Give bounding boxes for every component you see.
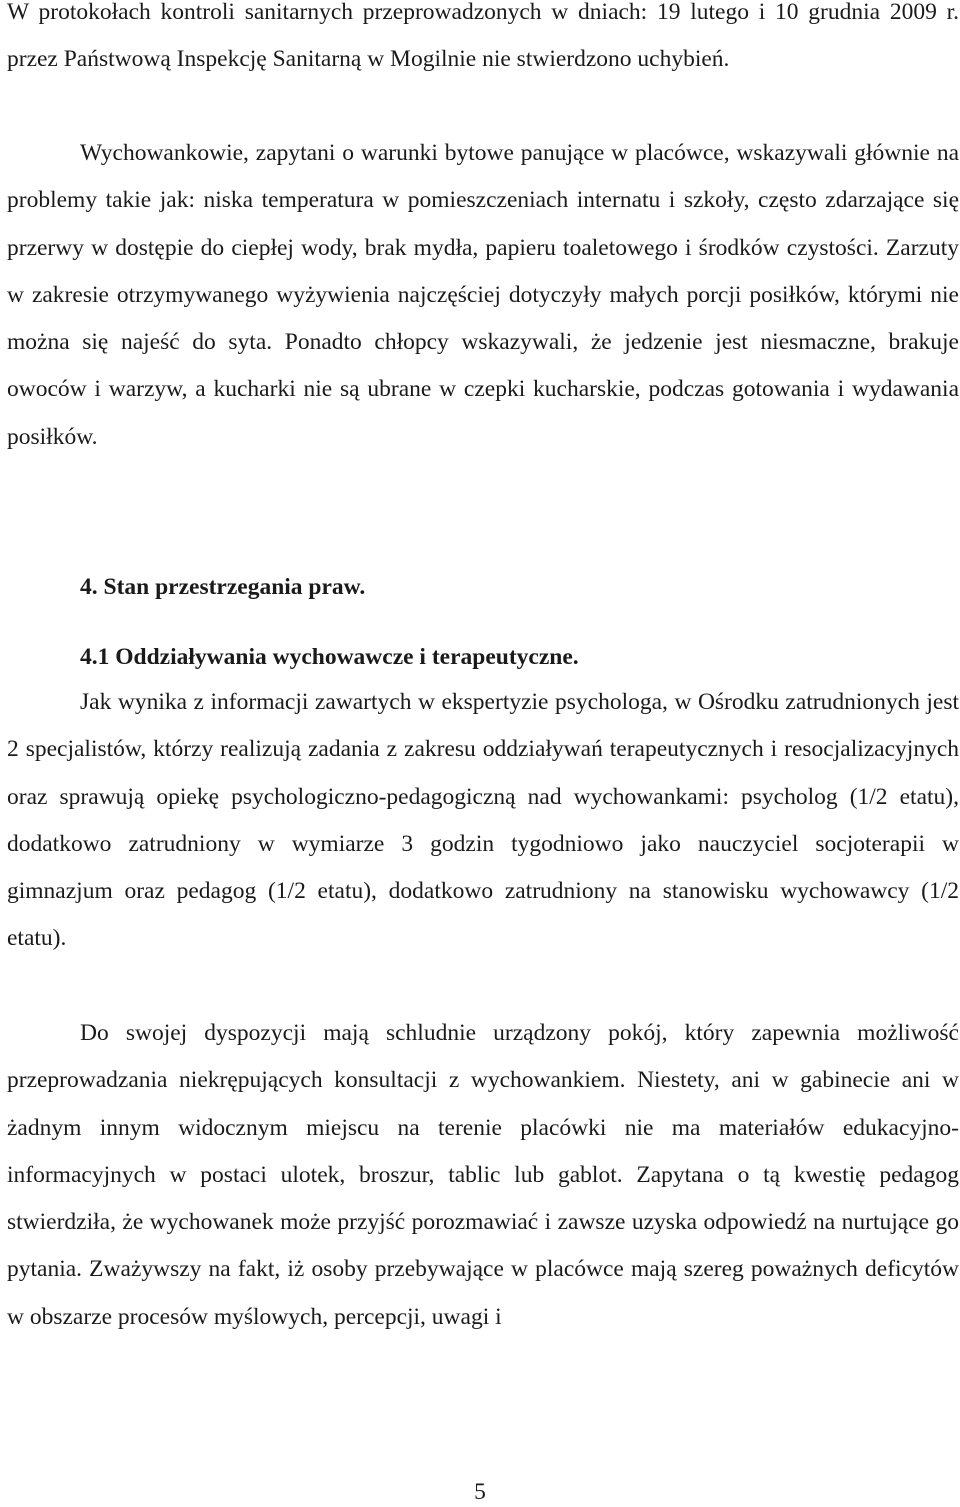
section-heading-4: 4. Stan przestrzegania praw. [80,574,366,600]
paragraph-consultation-room: Do swojej dyspozycji mają schludnie urządzony pokój, który zapewnia możliwość przeprowadzania niekrępujących konsultacji z wychowankiem. Niestety, ani w gabinecie ani w żadnym innym widocznym miejscu na terenie placówki nie ma materiałów edukacyjno-informacyjnych w postaci ulotek, broszur, tablic lub gablot. Zapytana o tą kwestię pedagog stwierdziła, że wychowanek może przyjść porozmawiać i zawsze uzyska odpowiedź na nurtujące go pytania. Zważywszy na fakt, iż osoby przebywające w placówce mają szereg poważnych deficytów w obszarze procesów myślowych, percepcji, uwagi i [7,1020,959,1330]
subsection-heading-4-1: 4.1 Oddziaływania wychowawcze i terapeutyczne. [80,644,579,670]
paragraph-sanitary-inspection: W protokołach kontroli sanitarnych przeprowadzonych w dniach: 19 lutego i 10 grudnia 2009 r. przez Państwową Inspekcję Sanitarną w Mogilnie nie stwierdzono uchybień. [7,0,959,73]
paragraph-living-conditions: Wychowankowie, zapytani o warunki bytowe panujące w placówce, wskazywali głównie na problemy takie jak: niska temperatura w pomieszczeniach internatu i szkoły, często zdarzające się przerwy w dostępie do ciepłej wody, brak mydła, papieru toaletowego i środków czystości. Zarzuty w zakresie otrzymywanego wyżywienia najczęściej dotyczyły małych porcji posiłków, którymi nie można się najeść do syta. Ponadto chłopcy wskazywali, że jedzenie jest niesmaczne, brakuje owoców i warzyw, a kucharki nie są ubrane w czepki kucharskie, podczas gotowania i wydawania posiłków. [7,140,959,450]
paragraph-specialists: Jak wynika z informacji zawartych w ekspertyzie psychologa, w Ośrodku zatrudnionych jest 2 specjalistów, którzy realizują zadania z zakresu oddziaływań terapeutycznych i resocjalizacyjnych oraz sprawują opiekę psychologiczno-pedagogiczną nad wychowankami: psycholog (1/2 etatu), dodatkowo zatrudniony w wymiarze 3 godzin tygodniowo jako nauczyciel socjoterapii w gimnazjum oraz pedagog (1/2 etatu), dodatkowo zatrudniony na stanowisku wychowawcy (1/2 etatu). [7,689,959,952]
page-number: 5 [474,1479,486,1505]
